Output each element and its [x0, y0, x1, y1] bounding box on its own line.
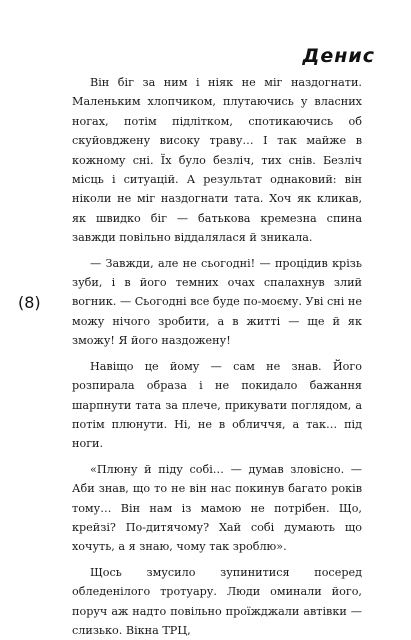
paragraph: «Плюну й піду собі… — думав зловісно. — Аби знав, що то не він нас покинув багато років тому… Він нам із мамою не потрібен. Що, крейзі? По-дитячому? Хай собі думають що хочуть, а я знаю, чому так зроблю».: [72, 462, 362, 554]
running-head-title: Денис: [302, 45, 375, 67]
paragraph: Навіщо це йому — сам не знав. Його розпирала образа і не покидало бажання шарпнути тата за плече, прикувати поглядом, а потім плюнути. Ні, не в обличчя, а так… під ноги.: [72, 359, 362, 451]
body-text: [72, 73, 362, 640]
paragraph: Він біг за ним і ніяк не міг наздогнати. Маленьким хлопчиком, плутаючись у власних ногах, потім підлітком, спотикаючись об скуйовджену високу траву… І так майже в кожному сні. Їх було безліч, тих снів. Безліч місць і ситуацій. А результат однаковий: він ніколи не міг наздогнати тата. Хоч як кликав, як швидко біг — батькова кремезна спина завжди повільно віддалялася й зникала.: [72, 76, 362, 245]
paragraph: Щось змусило зупинитися посеред обледенілого тротуару. Люди оминали його, поруч аж надто повільно проїжджали автівки — слизько. Вікна ТРЦ,: [72, 565, 362, 637]
page-number: (8): [18, 293, 41, 312]
paragraph: — Завжди, але не сьогодні! — процідив крізь зуби, і в його темних очах спалахнув злий вогник. — Сьогодні все буде по-моєму. Уві сні не можу нічого зробити, а в житті — ще й як зможу! Я його наздожену!: [72, 256, 362, 348]
